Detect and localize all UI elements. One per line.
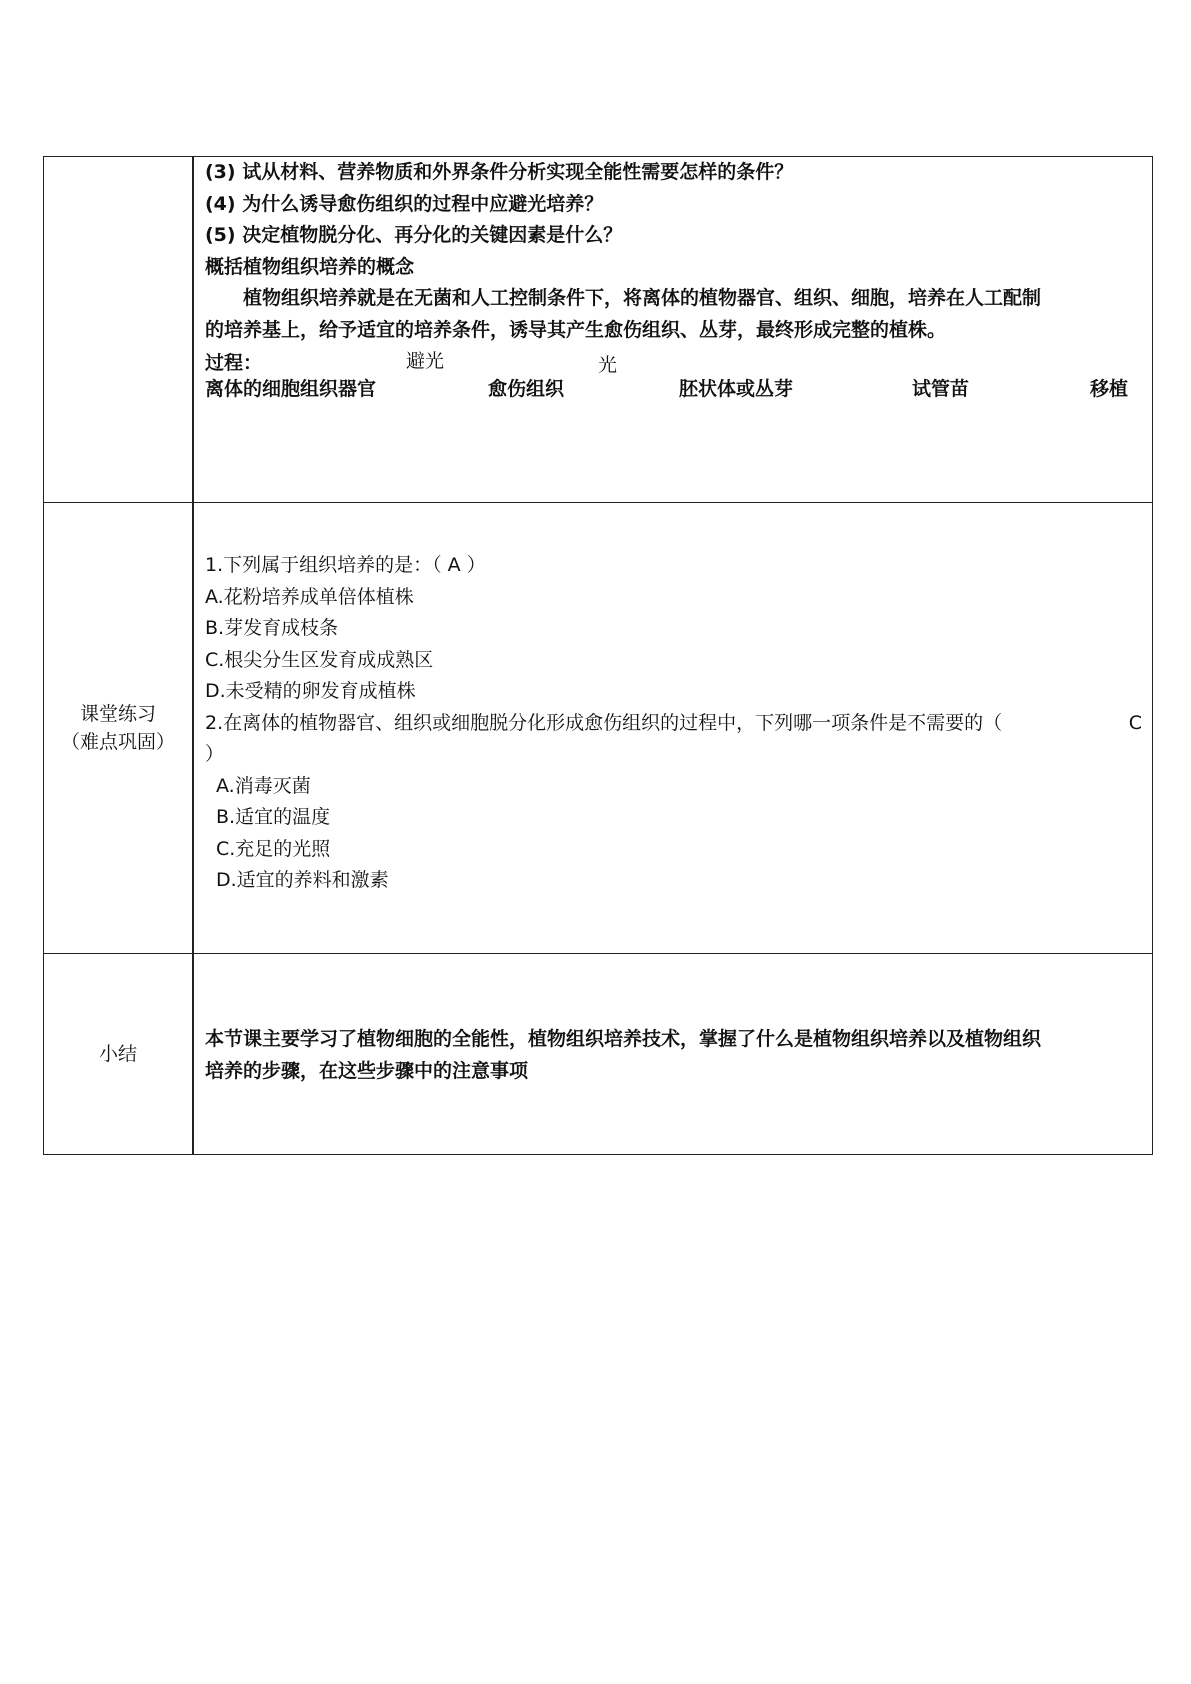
question-2-answer: C — [1128, 711, 1142, 734]
question-4: (4) 为什么诱导愈伤组织的过程中应避光培养？ — [205, 192, 604, 215]
row-label-summary — [44, 954, 194, 1155]
step-callus: 愈伤组织 — [488, 378, 565, 400]
q1-option-c: C.根尖分生区发育成成熟区 — [205, 648, 434, 671]
exercise-sublabel: （难点巩固） — [60, 731, 175, 753]
concept-heading: 概括植物组织培养的概念 — [205, 255, 415, 278]
process-label: 过程： — [205, 352, 263, 374]
question-3: (3) 试从材料、营养物质和外界条件分析实现全能性需要怎样的条件？ — [205, 161, 794, 183]
lesson-table — [43, 156, 1153, 1155]
concept-text-line2: 的培养基上，给予适宜的培养条件，诱导其产生愈伤组织、丛芽，最终形成完整的植株。 — [205, 318, 947, 341]
question-2-text: 2.在离体的植物器官、组织或细胞脱分化形成愈伤组织的过程中，下列哪一项条件是不需要的（ — [205, 711, 1003, 734]
question-2-close: ） — [205, 743, 225, 765]
summary-line1: 本节课主要学习了植物细胞的全能性，植物组织培养技术，掌握了什么是植物组织培养以及植物组织 — [205, 1028, 1042, 1050]
q2-option-b: B.适宜的温度 — [216, 806, 331, 828]
condition-light: 光 — [598, 354, 618, 376]
q2-option-a: A.消毒灭菌 — [216, 774, 311, 797]
exercise-cell — [193, 503, 1153, 954]
question-2 — [205, 708, 1142, 740]
q1-option-b: B.芽发育成枝条 — [205, 617, 339, 639]
row-label-exercise — [44, 503, 194, 954]
question-1: 1.下列属于组织培养的是：（ A ） — [205, 554, 486, 576]
summary-label: 小结 — [98, 1043, 137, 1065]
process-cell — [193, 157, 1153, 503]
concept-text-line1: 植物组织培养就是在无菌和人工控制条件下，将离体的植物器官、组织、细胞，培养在人工配制 — [243, 287, 1042, 309]
exercise-label: 课堂练习 — [79, 703, 156, 725]
q1-option-a: A.花粉培养成单倍体植株 — [205, 585, 414, 608]
condition-dark: 避光 — [406, 350, 445, 372]
step-explant: 离体的细胞组织器官 — [205, 378, 377, 400]
process-conditions — [205, 346, 1142, 374]
step-transplant: 移植 — [1090, 378, 1129, 400]
table-row-summary — [44, 954, 1153, 1155]
step-plantlet: 试管苗 — [912, 378, 970, 400]
q2-option-c: C.充足的光照 — [216, 837, 331, 860]
step-embryoid: 胚状体或丛芽 — [679, 378, 794, 400]
row-label-empty — [44, 157, 194, 503]
table-row-exercise — [44, 503, 1153, 954]
summary-cell — [193, 954, 1153, 1155]
summary-line2: 培养的步骤，在这些步骤中的注意事项 — [205, 1059, 529, 1082]
q2-option-d: D.适宜的养料和激素 — [216, 869, 389, 891]
question-5: (5) 决定植物脱分化、再分化的关键因素是什么？ — [205, 224, 623, 246]
process-steps — [205, 374, 1142, 405]
q1-option-d: D.未受精的卵发育成植株 — [205, 680, 416, 702]
table-row-process — [44, 157, 1153, 503]
